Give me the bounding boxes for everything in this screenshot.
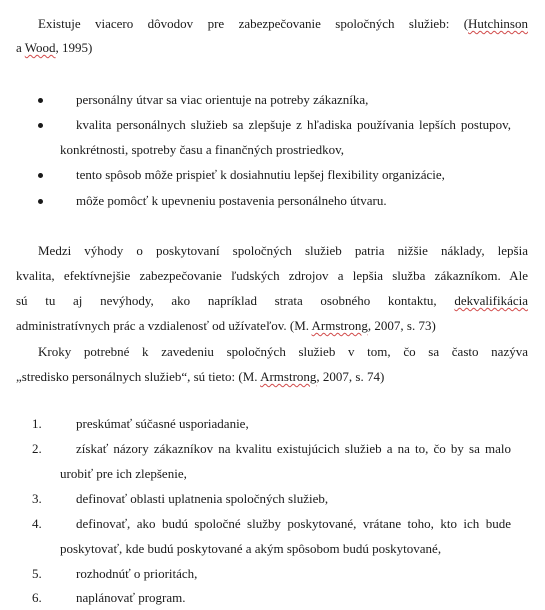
list-item-continuation: urobiť pre ich zlepšenie, bbox=[60, 466, 187, 481]
paragraph-line: Medzi výhody o poskytovaní spoločných služieb patria nižšie náklady, lepšia bbox=[38, 243, 528, 258]
list-item: 2. získať názory zákazníkov na kvalitu existujúcich služieb a na to, čo by sa malo bbox=[16, 436, 528, 461]
list-number: 3. bbox=[32, 491, 42, 506]
intro-line-2: a Wood, 1995) bbox=[16, 40, 93, 55]
citation-author: Wood bbox=[24, 40, 56, 55]
citation-author: Hutchinson bbox=[468, 16, 528, 31]
paragraph-line: kvalita, efektívnejšie zabezpečovanie ľudských zdrojov a lepšia služba zákazníkom. Ale bbox=[16, 268, 528, 283]
list-number: 2. bbox=[32, 441, 42, 456]
paragraph-line: Kroky potrebné k zavedeniu spoločných služieb v tom, čo sa často nazýva bbox=[38, 344, 528, 359]
list-item: môže pomôcť k upevneniu postavenia personálneho útvaru. bbox=[16, 188, 528, 213]
list-item: personálny útvar sa viac orientuje na potreby zákazníka, bbox=[16, 87, 528, 112]
bullet-icon bbox=[38, 123, 43, 128]
bullet-icon bbox=[38, 199, 43, 204]
citation-author: Armstrong bbox=[260, 369, 317, 384]
list-number: 1. bbox=[32, 416, 42, 431]
bullet-icon bbox=[38, 173, 43, 178]
misspelled-word: dekvalifikácia bbox=[454, 293, 528, 308]
citation-author: Armstrong bbox=[311, 318, 368, 333]
list-item: kvalita personálnych služieb sa zlepšuje z hľadiska používania lepších postupov, bbox=[16, 112, 528, 137]
list-item: 4. definovať, ako budú spoločné služby poskytované, vrátane toho, kto ich bude bbox=[16, 511, 528, 536]
list-item: 6. naplánovať program. bbox=[16, 585, 528, 610]
list-item: 1. preskúmať súčasné usporiadanie, bbox=[16, 411, 528, 436]
list-item-continuation: konkrétnosti, spotreby času a finančných prostriedkov, bbox=[60, 142, 345, 157]
bullet-icon bbox=[38, 98, 43, 103]
list-item: 5. rozhodnúť o prioritách, bbox=[16, 561, 528, 586]
list-item: tento spôsob môže prispieť k dosiahnutiu lepšej flexibility organizácie, bbox=[16, 162, 528, 187]
list-item-continuation: poskytovať, kde budú poskytované a akým spôsobom budú poskytované, bbox=[60, 541, 442, 556]
list-number: 6. bbox=[32, 590, 42, 605]
list-number: 5. bbox=[32, 566, 42, 581]
paragraph-line: administratívnych prác a vzdialenosť od užívateľov. (M. Armstrong, 2007, s. 73) bbox=[16, 318, 436, 333]
paragraph-line: sú tu aj nevýhody, ako napríklad strata osobného kontaktu, dekvalifikácia bbox=[16, 293, 528, 308]
intro-line-1: Existuje viacero dôvodov pre zabezpečovanie spoločných služieb: (Hutchinson bbox=[38, 16, 528, 31]
paragraph-line: „stredisko personálnych služieb“, sú tieto: (M. Armstrong, 2007, s. 74) bbox=[16, 369, 385, 384]
list-item: 3. definovať oblasti uplatnenia spoločných služieb, bbox=[16, 486, 528, 511]
list-number: 4. bbox=[32, 516, 42, 531]
